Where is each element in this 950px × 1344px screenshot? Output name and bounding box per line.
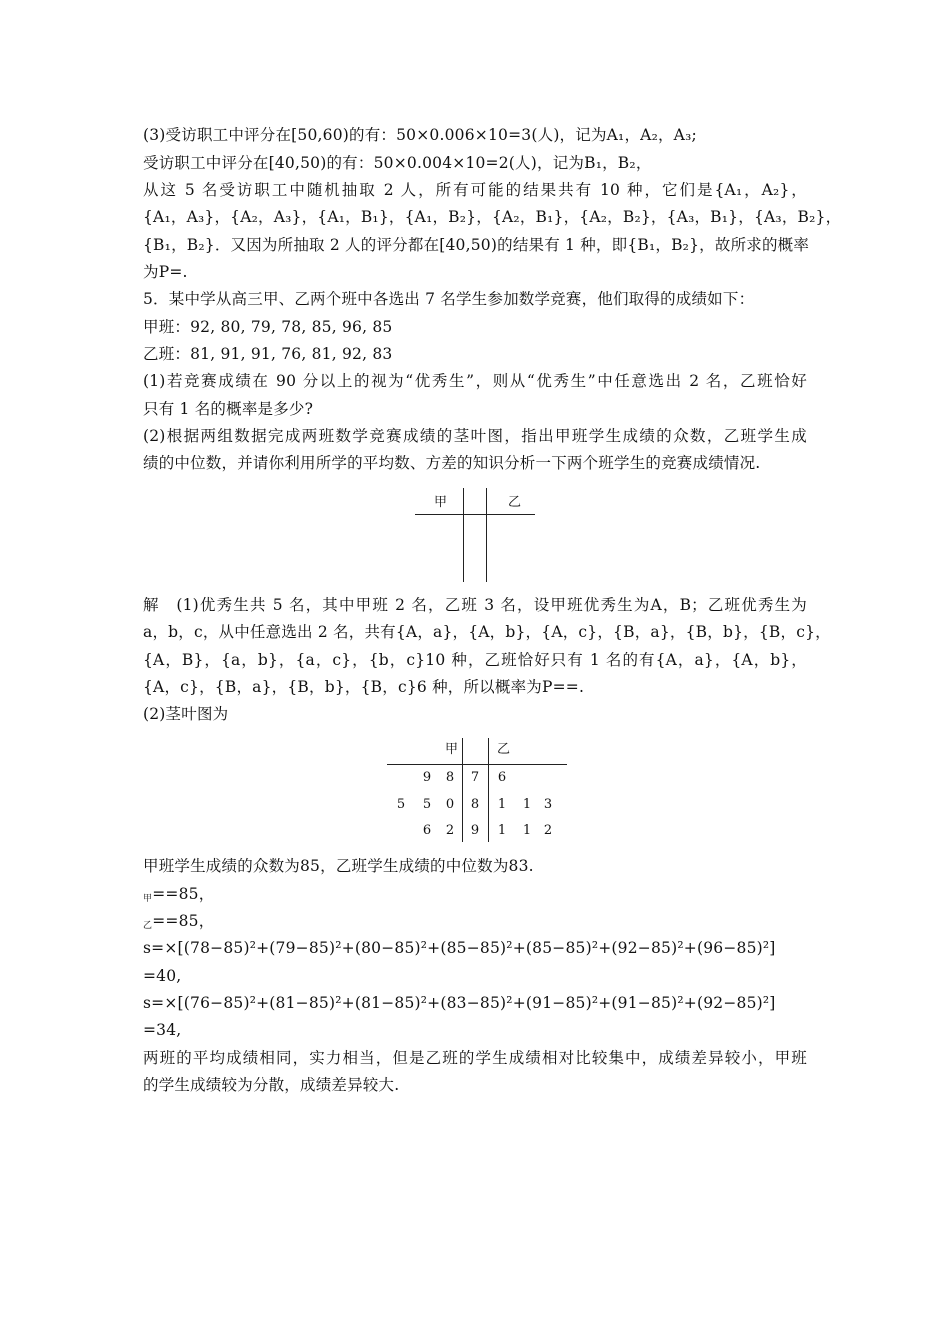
part3-line1: (3)受访职工中评分在[50,60)的有：50×0.006×10=3(人)，记为A₁，A₂，A₃; bbox=[143, 126, 697, 144]
variance-jia-formula: s=×[(78−85)²+(79−85)²+(80−85)²+(85−85)²+(85−85)²+(92−85)²+(96−85)²] bbox=[143, 939, 776, 957]
stem: 8 bbox=[470, 797, 480, 812]
leaf-yi: 1 bbox=[497, 797, 507, 812]
question5-part2-line2: 绩的中位数，并请你利用所学的平均数、方差的知识分析一下两个班学生的竞赛成绩情况. bbox=[143, 454, 761, 472]
mean-jia-value: ==85， bbox=[152, 885, 215, 903]
empty-chart-horizontal-rule bbox=[415, 514, 535, 515]
variance-yi-result: =34, bbox=[143, 1021, 182, 1039]
leaf-yi: 2 bbox=[543, 823, 553, 838]
mode-median-statement: 甲班学生成绩的众数为85，乙班学生成绩的中位数为83. bbox=[143, 857, 534, 875]
part3-line3: 从这 5 名受访职工中随机抽取 2 人，所有可能的结果共有 10 种，它们是{A₁，A₂}， bbox=[143, 181, 807, 199]
class-yi-scores: 乙班：81, 91, 91, 76, 81, 92, 83 bbox=[143, 345, 393, 363]
leaf-yi: 6 bbox=[497, 770, 507, 785]
part3-line5: {B₁，B₂}．又因为所抽取 2 人的评分都在[40,50)的结果有 1 种，即{B₁，B₂}，故所求的概率 bbox=[143, 236, 810, 254]
mean-yi-subscript: 乙 bbox=[143, 921, 153, 931]
stem-leaf-header-yi: 乙 bbox=[497, 742, 511, 757]
mean-jia bbox=[143, 884, 214, 909]
variance-jia-result: =40, bbox=[143, 967, 182, 985]
question5-title: 5．某中学从高三甲、乙两个班中各选出 7 名学生参加数学竞赛，他们取得的成绩如下： bbox=[143, 290, 755, 308]
stem-leaf-left-rule bbox=[462, 738, 463, 842]
solution-part2-intro: (2)茎叶图为 bbox=[143, 705, 229, 723]
empty-chart-right-rule bbox=[486, 488, 487, 582]
leaf-jia: 0 bbox=[445, 797, 455, 812]
mean-jia-subscript: 甲 bbox=[143, 894, 153, 904]
question5-part1-line1: (1)若竞赛成绩在 90 分以上的视为“优秀生”，则从“优秀生”中任意选出 2 名，乙班恰好 bbox=[143, 372, 807, 390]
leaf-jia: 2 bbox=[445, 823, 455, 838]
solution-part1-line2: a，b，c，从中任意选出 2 名，共有{A，a}，{A，b}，{A，c}，{B，a}，{B，b}，{B，c}， bbox=[143, 623, 831, 641]
stem-leaf-horizontal-rule bbox=[387, 764, 567, 765]
stem-leaf-right-rule bbox=[488, 738, 489, 842]
solution-part1-line4: {A，c}，{B，a}，{B，b}，{B，c}6 种，所以概率为P==. bbox=[143, 678, 585, 696]
leaf-yi: 1 bbox=[497, 823, 507, 838]
variance-yi-formula: s=×[(76−85)²+(81−85)²+(81−85)²+(83−85)²+(91−85)²+(91−85)²+(92−85)²] bbox=[143, 994, 776, 1012]
leaf-jia: 5 bbox=[422, 797, 432, 812]
solution-part1-line1: 解 (1)优秀生共 5 名，其中甲班 2 名，乙班 3 名，设甲班优秀生为A，B；乙班优秀生为 bbox=[143, 596, 807, 614]
conclusion-line1: 两班的平均成绩相同，实力相当，但是乙班的学生成绩相对比较集中，成绩差异较小，甲班 bbox=[143, 1049, 807, 1067]
leaf-jia: 9 bbox=[422, 770, 432, 785]
question5-part1-line2: 只有 1 名的概率是多少? bbox=[143, 400, 314, 418]
leaf-jia: 6 bbox=[422, 823, 432, 838]
mean-yi-value: ==85， bbox=[152, 912, 215, 930]
conclusion-line2: 的学生成绩较为分散，成绩差异较大. bbox=[143, 1076, 400, 1094]
empty-chart-header-jia: 甲 bbox=[434, 495, 448, 510]
solution-part1-line3: {A，B}，{a，b}，{a，c}，{b，c}10 种，乙班恰好只有 1 名的有{A，a}，{A，b}， bbox=[143, 651, 807, 669]
question5-part2-line1: (2)根据两组数据完成两班数学竞赛成绩的茎叶图，指出甲班学生成绩的众数，乙班学生成 bbox=[143, 427, 807, 445]
empty-chart-header-yi: 乙 bbox=[508, 495, 522, 510]
mean-yi bbox=[143, 911, 214, 936]
leaf-jia: 5 bbox=[396, 797, 406, 812]
empty-chart-left-rule bbox=[463, 488, 464, 582]
leaf-yi: 1 bbox=[522, 823, 532, 838]
part3-line6: 为P=. bbox=[143, 263, 188, 281]
leaf-jia: 8 bbox=[445, 770, 455, 785]
part3-line4: {A₁，A₃}，{A₂，A₃}，{A₁，B₁}，{A₁，B₂}，{A₂，B₁}，{A₂，B₂}，{A₃，B₁}，{A₃，B₂}， bbox=[143, 208, 842, 226]
stem: 7 bbox=[470, 770, 480, 785]
leaf-yi: 3 bbox=[543, 797, 553, 812]
leaf-yi: 1 bbox=[522, 797, 532, 812]
part3-line2: 受访职工中评分在[40,50)的有：50×0.004×10=2(人)，记为B₁，B₂， bbox=[143, 154, 652, 172]
stem: 9 bbox=[470, 823, 480, 838]
class-jia-scores: 甲班：92, 80, 79, 78, 85, 96, 85 bbox=[143, 318, 393, 336]
stem-leaf-header-jia: 甲 bbox=[445, 742, 459, 757]
